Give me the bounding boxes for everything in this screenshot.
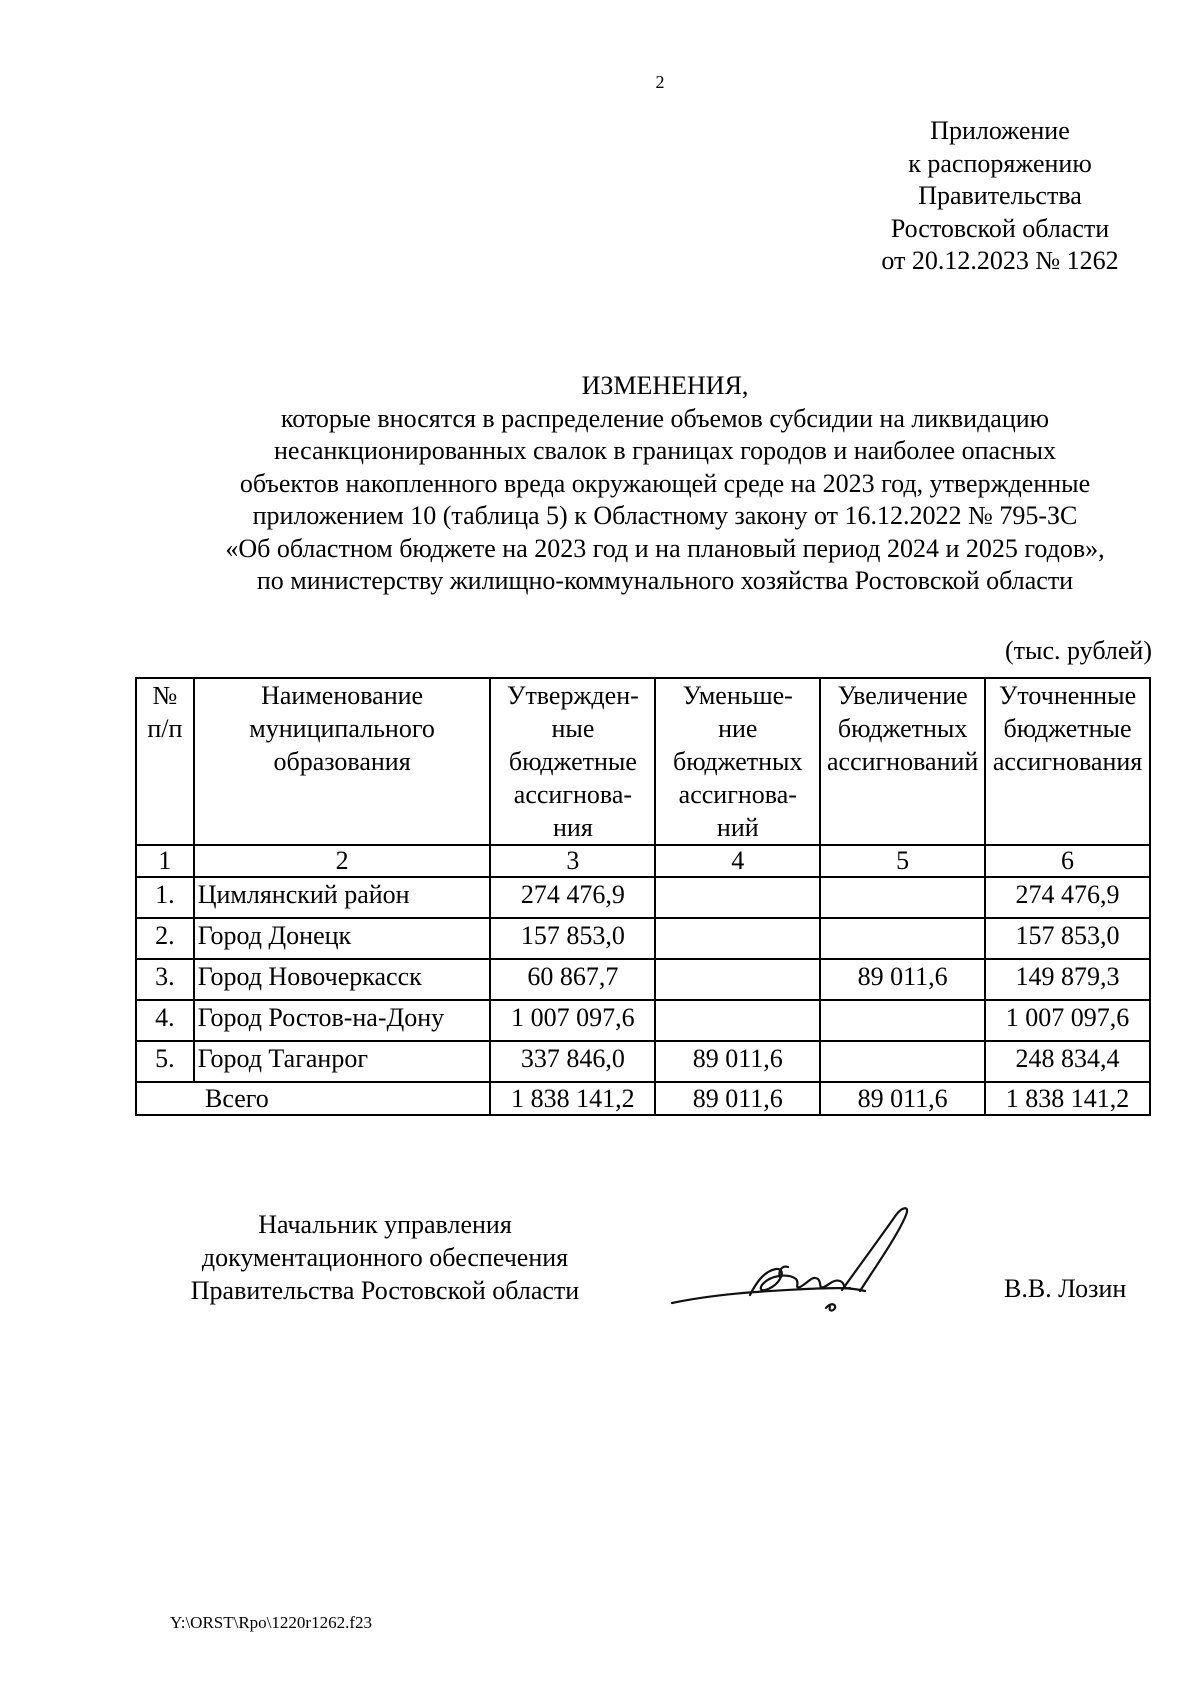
total-increase: 89 011,6 [820,1082,985,1115]
signer-name: В.В. Лозин [1004,1274,1127,1303]
budget-table [135,677,1151,1116]
row-number: 3. [136,959,194,1000]
row-number: 4. [136,1000,194,1041]
total-decrease: 89 011,6 [655,1082,820,1115]
heading-line: приложением 10 (таблица 5) к Областному закону от 16.12.2022 № 795-ЗС [252,501,1078,530]
municipality-name: Цимлянский район [194,877,491,918]
heading-line: «Об областном бюджете на 2023 год и на плановый период 2024 и 2025 годов», [225,533,1105,563]
decrease-value: 89 011,6 [655,1041,820,1082]
appendix-line: Правительства [918,181,1082,210]
header-increase: Увеличение бюджетных ассигнований [820,678,985,845]
header-approved: Утвержден- ные бюджетные ассигнова- ния [490,678,655,845]
refined-value: 1 007 097,6 [985,1000,1150,1041]
decrease-value [655,959,820,1000]
document-heading [130,370,1200,598]
total-approved: 1 838 141,2 [490,1082,655,1115]
total-row [136,1082,1150,1115]
signature-image [660,1195,950,1335]
increase-value [820,1041,985,1082]
page-number: 2 [655,72,665,92]
municipality-name: Город Новочеркасск [194,959,491,1000]
signer-line: Правительства Ростовской области [190,1276,580,1305]
appendix-line: Ростовской области [890,213,1110,243]
document-title: ИЗМЕНЕНИЯ, [581,371,749,400]
refined-value: 274 476,9 [985,877,1150,918]
signer-line: Начальник управления [258,1210,512,1239]
row-number: 2. [136,918,194,959]
row-number: 5. [136,1041,194,1082]
approved-value: 337 846,0 [490,1041,655,1082]
file-path: Y:\ORST\Rpo\1220r1262.f23 [170,1613,372,1632]
approved-value: 274 476,9 [490,877,655,918]
heading-line: по министерству жилищно-коммунального хозяйства Ростовской области [256,566,1074,595]
table-header-row [136,678,1150,845]
appendix-line: от 20.12.2023 № 1262 [881,246,1119,275]
header-refined: Уточненные бюджетные ассигнования [985,678,1150,845]
header-name: Наименование муниципального образования [194,678,491,845]
appendix-block [820,115,1180,278]
table-row [136,1041,1150,1082]
decrease-value [655,877,820,918]
signer-position [165,1208,605,1307]
refined-value: 248 834,4 [985,1041,1150,1082]
header-number: № п/п [136,678,194,845]
column-number: 3 [490,845,655,877]
refined-value: 149 879,3 [985,959,1150,1000]
approved-value: 60 867,7 [490,959,655,1000]
municipality-name: Город Донецк [194,918,491,959]
municipality-name: Город Ростов-на-Дону [194,1000,491,1041]
decrease-value [655,918,820,959]
increase-value [820,1000,985,1041]
total-refined: 1 838 141,2 [985,1082,1150,1115]
total-label: Всего [136,1082,490,1115]
signer-line: документационного обеспечения [201,1243,569,1272]
column-number: 2 [194,845,491,877]
municipality-name: Город Таганрог [194,1041,491,1082]
heading-line: объектов накопленного вреда окружающей среде на 2023 год, утвержденные [239,468,1091,498]
heading-line: которые вносятся в распределение объемов субсидии на ликвидацию [280,403,1050,433]
header-decrease: Уменьше- ние бюджетных ассигнова- ний [655,678,820,845]
units-label: (тыс. рублей) [1004,636,1152,665]
approved-value: 157 853,0 [490,918,655,959]
column-number-row [136,845,1150,877]
appendix-line: к распоряжению [908,148,1092,178]
column-number: 4 [655,845,820,877]
appendix-line: Приложение [930,116,1070,145]
table-row [136,918,1150,959]
increase-value: 89 011,6 [820,959,985,1000]
table-row [136,959,1150,1000]
table-row [136,877,1150,918]
table-row [136,1000,1150,1041]
column-number: 5 [820,845,985,877]
column-number: 1 [136,845,194,877]
increase-value [820,918,985,959]
increase-value [820,877,985,918]
refined-value: 157 853,0 [985,918,1150,959]
decrease-value [655,1000,820,1041]
column-number: 6 [985,845,1150,877]
row-number: 1. [136,877,194,918]
approved-value: 1 007 097,6 [490,1000,655,1041]
heading-line: несанкционированных свалок в границах городов и наиболее опасных [274,436,1056,465]
